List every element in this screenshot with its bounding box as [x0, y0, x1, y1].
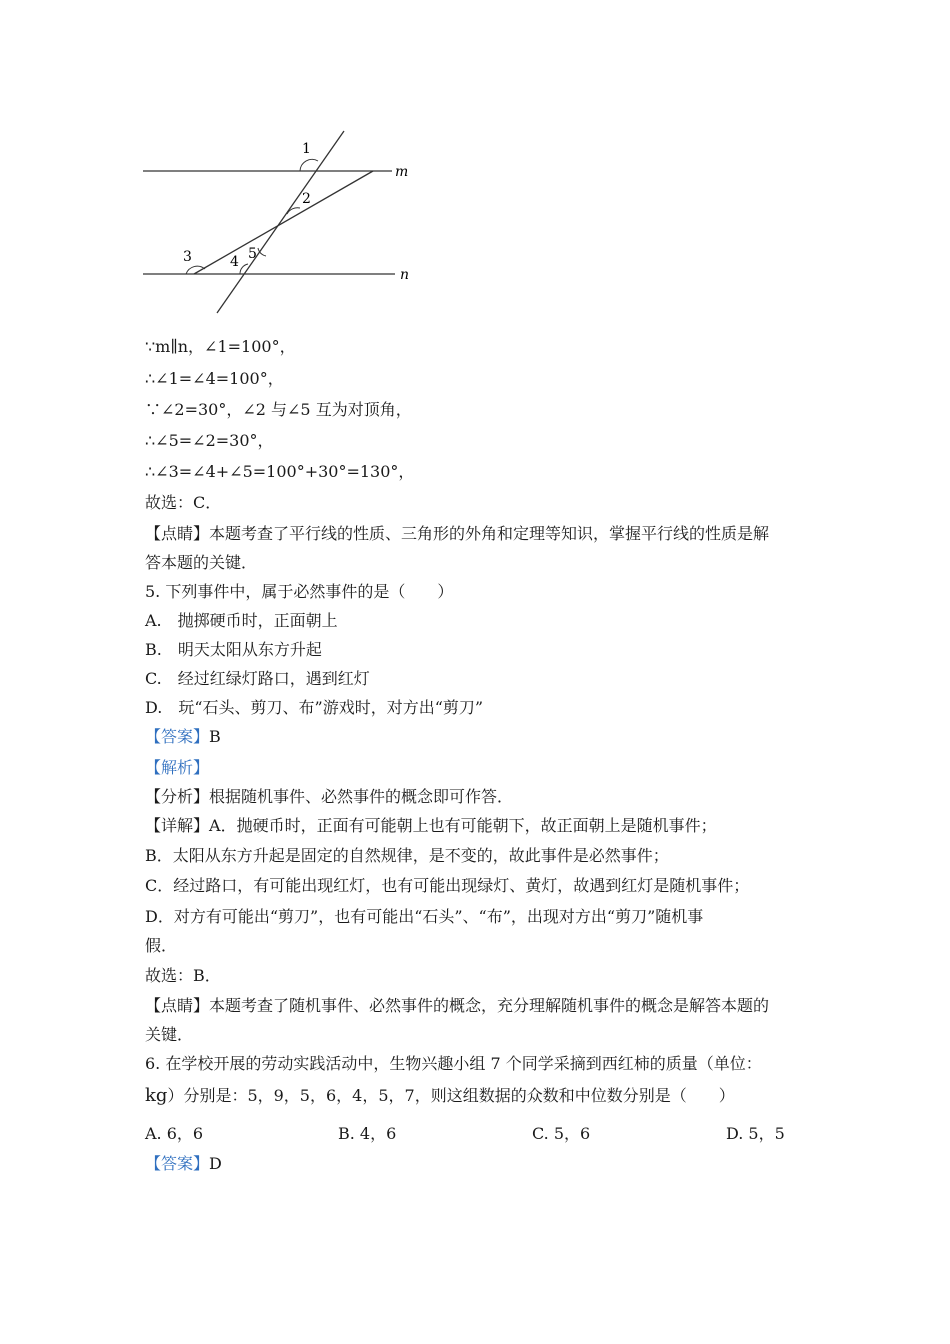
xiangjie-d-cont: 假． — [145, 936, 178, 955]
fenxi-tag: 【分析】 — [145, 787, 210, 806]
solution-line-3: ∵∠2=30°，∠2 与∠5 互为对顶角， — [145, 400, 412, 419]
label-4: 4 — [230, 254, 239, 270]
fenxi-text: 根据随机事件、必然事件的概念即可作答． — [209, 787, 514, 806]
q6-option-d: D. 5，5 — [726, 1124, 785, 1143]
q5-stem: 5. 下列事件中，属于必然事件的是（ ） — [145, 582, 454, 601]
angle-4-arc — [240, 264, 248, 274]
xiangjie-d: D．对方有可能出“剪刀”，也有可能出“石头”、“布”，出现对方出“剪刀”随机事 — [145, 907, 704, 926]
q5-jiexi-tag: 【解析】 — [145, 758, 210, 777]
q5-option-d: D. 玩“石头、剪刀、布”游戏时，对方出“剪刀” — [145, 698, 484, 717]
q6-option-b: B. 4，6 — [338, 1124, 397, 1143]
q5-option-b: B. 明天太阳从东方升起 — [145, 640, 322, 659]
transversal-shallow — [194, 171, 373, 274]
dianjing-text: 本题考查了随机事件、必然事件的概念，充分理解随机事件的概念是解答本题的 — [209, 996, 770, 1015]
solution-line-6: 故选：C． — [145, 493, 222, 512]
xiangjie-b: B．太阳从东方升起是固定的自然规律，是不变的，故此事件是必然事件； — [145, 846, 669, 865]
dianjing-4-line2: 答本题的关键． — [145, 553, 258, 572]
label-5: 5 — [248, 246, 257, 262]
q6-stem-line1: 6. 在学校开展的劳动实践活动中，生物兴趣小组 7 个同学采摘到西红柿的质量（单位： — [145, 1054, 762, 1073]
q5-guxuan: 故选：B． — [145, 966, 221, 985]
xiangjie-tag: 【详解】 — [145, 816, 210, 835]
q5-dianjing-line2: 关键． — [145, 1025, 194, 1044]
q6-stem-rest: ）分别是：5，9，5，6，4，5，7，则这组数据的众数和中位数分别是（ ） — [167, 1086, 735, 1105]
label-m: m — [395, 164, 409, 180]
dianjing-tag: 【点睛】 — [145, 524, 210, 543]
q6-option-c: C. 5，6 — [532, 1124, 591, 1143]
parallel-lines-figure — [130, 126, 430, 316]
dianjing-tag: 【点睛】 — [145, 996, 210, 1015]
unit-kg: kg — [145, 1085, 168, 1106]
answer-tag: 【答案】 — [145, 1154, 210, 1173]
q5-option-c: C. 经过红绿灯路口，遇到红灯 — [145, 669, 370, 688]
solution-line-2: ∴∠1=∠4=100°， — [145, 369, 284, 388]
q5-answer — [145, 726, 221, 748]
q6-answer — [145, 1153, 222, 1175]
xiangjie-a: A．抛硬币时，正面有可能朝上也有可能朝下，故正面朝上是随机事件； — [209, 816, 717, 835]
dianjing-text: 本题考查了平行线的性质、三角形的外角和定理等知识，掌握平行线的性质是解 — [209, 524, 770, 543]
dianjing-4 — [145, 523, 769, 545]
label-2: 2 — [302, 191, 311, 207]
solution-line-4: ∴∠5=∠2=30°， — [145, 431, 274, 450]
xiangjie-c: C．经过路口，有可能出现红灯，也有可能出现绿灯、黄灯，故遇到红灯是随机事件； — [145, 876, 750, 895]
q5-dianjing — [145, 995, 769, 1017]
q5-option-a: A. 抛掷硬币时，正面朝上 — [145, 611, 338, 630]
label-3: 3 — [183, 249, 192, 265]
angle-1-arc — [300, 159, 318, 171]
answer-tag: 【答案】 — [145, 727, 210, 746]
label-n: n — [400, 267, 410, 283]
q5-fenxi — [145, 786, 513, 808]
answer-value: B — [209, 727, 221, 746]
solution-line-1: ∵m∥n，∠1=100°， — [145, 337, 296, 356]
solution-line-5: ∴∠3=∠4+∠5=100°+30°=130°， — [145, 462, 415, 481]
answer-value: D — [209, 1154, 222, 1173]
label-1: 1 — [302, 141, 311, 157]
transversal-steep — [217, 131, 344, 313]
angle-2-arc — [287, 208, 300, 214]
q5-xiangjie — [145, 815, 717, 837]
q6-stem-line2 — [145, 1085, 735, 1107]
q6-option-a: A. 6，6 — [145, 1124, 204, 1143]
